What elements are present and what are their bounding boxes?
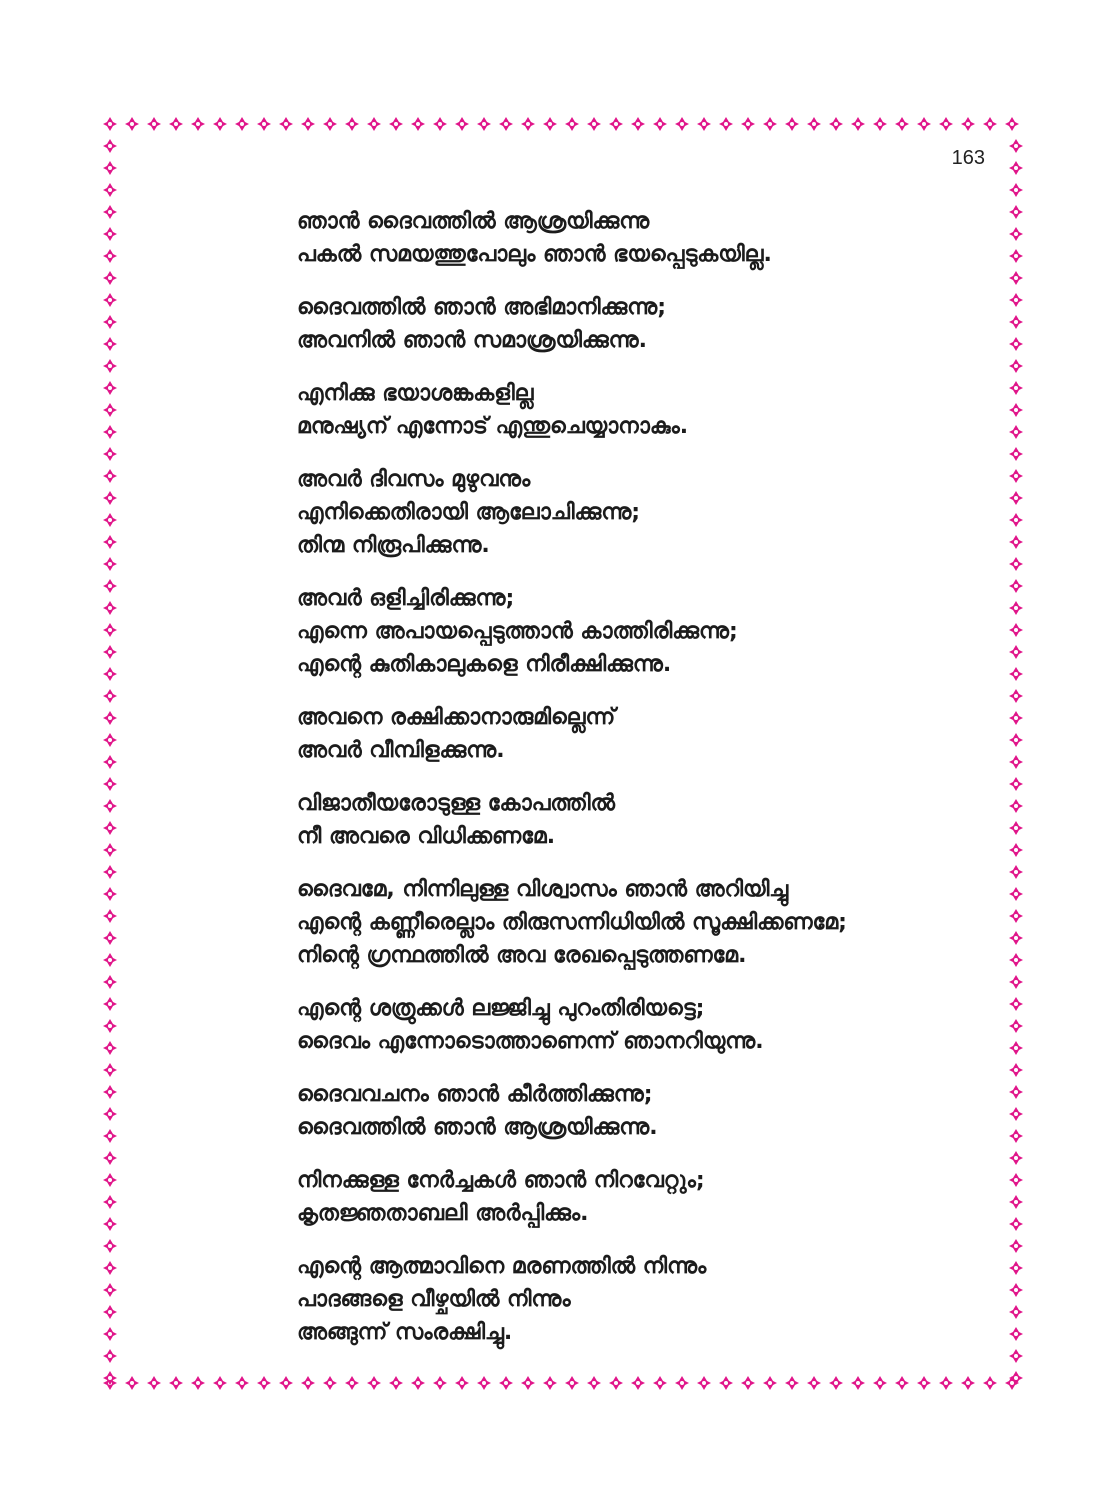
border-flower-center [306,1381,310,1385]
border-flower-center [922,122,926,126]
border-flower-center [438,122,442,126]
border-flower-center [108,936,112,940]
verse-line: നിനക്കുള്ള നേർച്ചകൾ ഞാൻ നിറവേറ്റും; [297,1168,705,1193]
border-flower-center [108,782,112,786]
border-flower-center [108,716,112,720]
border-flower-center [108,430,112,434]
border-flower-center [878,122,882,126]
verse-line: ദൈവമേ, നിന്നിലുള്ള വിശ്വാസം ഞാൻ അറിയിച്ചു [297,877,789,902]
verse-line: അവർ ഒളിച്ചിരിക്കുന്നു; [297,586,515,611]
border-flower-center [108,254,112,258]
border-flower-center [900,1381,904,1385]
border-flower-center [1014,254,1018,258]
border-flower-center [1010,1381,1014,1385]
border-flower-center [108,122,112,126]
border-flower-center [724,122,728,126]
border-flower-center [1014,980,1018,984]
border-flower-center [460,1381,464,1385]
border-flower-center [768,122,772,126]
border-flower-center [108,1244,112,1248]
border-flower-center [1014,958,1018,962]
border-flower-center [1014,1112,1018,1116]
border-flower-center [1014,1024,1018,1028]
border-flower-center [108,1112,112,1116]
border-flower-center [1014,628,1018,632]
verse-line: മനുഷ്യന് എന്നോട് എന്തുചെയ്യാനാകും. [297,414,689,439]
verse-line: പാദങ്ങളെ വീഴ്ചയിൽ നിന്നും [297,1287,571,1312]
border-flower-center [108,870,112,874]
border-flower-center [636,122,640,126]
border-flower-center [680,1381,684,1385]
border-flower-center [834,1381,838,1385]
verse-line: അവനെ രക്ഷിക്കാനാരുമില്ലെന്ന് [297,705,616,730]
border-flower-center [1014,804,1018,808]
verse-line: ദൈവത്തിൽ ഞാൻ ആശ്രയിക്കുന്നു. [297,1115,658,1140]
border-flower-center [108,518,112,522]
border-flower-center [108,738,112,742]
psalm-verses [297,205,997,1369]
border-flower-center [1014,1288,1018,1292]
verse-line: എന്റെ കുതികാലുകളെ നിരീക്ഷിക്കുന്നു. [297,652,672,677]
border-flower-center [1014,232,1018,236]
border-flower-center [108,606,112,610]
border-flower-center [1014,1244,1018,1248]
border-flower-center [108,760,112,764]
border-flower-center [108,166,112,170]
verse-line: നീ അവരെ വിധിക്കണമേ. [297,824,556,849]
border-flower-center [350,122,354,126]
border-flower-center [1014,936,1018,940]
border-flower-center [108,496,112,500]
border-flower-center [1014,1090,1018,1094]
border-flower-center [702,122,706,126]
border-flower-center [1014,1354,1018,1358]
border-flower-center [372,122,376,126]
stanza [297,701,997,767]
border-flower-center [1014,650,1018,654]
border-flower-center [482,1381,486,1385]
border-flower-center [1014,672,1018,676]
border-flower-center [1014,408,1018,412]
border-flower-center [944,1381,948,1385]
border-flower-center [1014,474,1018,478]
border-flower-center [394,122,398,126]
border-flower-center [1014,1376,1018,1380]
stanza [297,1164,997,1230]
border-flower-center [1014,782,1018,786]
border-flower-center [504,122,508,126]
border-flower-center [262,122,266,126]
border-flower-center [108,980,112,984]
border-flower-center [614,1381,618,1385]
verse-line: നിന്റെ ഗ്രന്ഥത്തിൽ അവ രേഖപ്പെടുത്തണമേ. [297,943,747,968]
border-flower-center [108,474,112,478]
border-flower-center [108,1068,112,1072]
border-flower-center [1014,716,1018,720]
border-flower-center [856,122,860,126]
border-flower-center [1014,826,1018,830]
border-flower-center [592,122,596,126]
border-flower-center [1014,1200,1018,1204]
border-flower-center [1014,540,1018,544]
border-flower-center [108,584,112,588]
border-flower-center [130,1381,134,1385]
border-flower-center [768,1381,772,1385]
border-flower-center [108,1222,112,1226]
verse-line: പകൽ സമയത്തുപോലും ഞാൻ ഭയപ്പെടുകയില്ല. [297,242,772,267]
border-flower-center [108,342,112,346]
border-flower-center [1014,1310,1018,1314]
border-flower-center [944,122,948,126]
border-flower-center [1014,166,1018,170]
border-flower-center [196,122,200,126]
border-flower-center [108,672,112,676]
border-flower-center [108,914,112,918]
border-flower-center [240,1381,244,1385]
border-flower-center [680,122,684,126]
border-flower-center [108,892,112,896]
border-flower-center [108,386,112,390]
border-flower-center [1014,342,1018,346]
border-flower-center [1014,1266,1018,1270]
border-flower-center [1014,1156,1018,1160]
border-flower-center [1014,386,1018,390]
border-flower-center [790,122,794,126]
border-flower-center [1014,518,1018,522]
border-flower-center [658,1381,662,1385]
border-flower-center [1014,1178,1018,1182]
border-flower-center [1014,760,1018,764]
border-flower-center [1014,1332,1018,1336]
border-flower-center [108,298,112,302]
border-flower-center [878,1381,882,1385]
border-flower-center [108,1310,112,1314]
border-flower-center [1014,694,1018,698]
border-flower-center [284,1381,288,1385]
border-flower-center [1014,276,1018,280]
border-flower-center [174,122,178,126]
border-flower-center [262,1381,266,1385]
border-flower-center [108,804,112,808]
border-flower-center [350,1381,354,1385]
border-flower-center [526,122,530,126]
border-flower-center [108,1090,112,1094]
border-flower-center [108,408,112,412]
stanza [297,787,997,853]
border-flower-center [1014,870,1018,874]
border-flower-center [108,276,112,280]
border-flower-center [108,210,112,214]
stanza [297,992,997,1058]
border-flower-center [108,320,112,324]
border-flower-center [1014,1046,1018,1050]
border-flower-center [174,1381,178,1385]
border-flower-center [438,1381,442,1385]
border-flower-center [108,144,112,148]
border-flower-center [108,1266,112,1270]
border-flower-center [1014,144,1018,148]
border-flower-center [108,650,112,654]
border-flower-center [108,1024,112,1028]
border-flower-center [306,122,310,126]
border-flower-center [108,1376,112,1380]
border-flower-center [108,1200,112,1204]
border-flower-center [108,188,112,192]
verse-line: എന്റെ കണ്ണീരെല്ലാം തിരുസന്നിധിയിൽ സൂക്ഷിക്കണമേ; [297,910,847,935]
border-flower-center [108,1156,112,1160]
border-flower-center [416,1381,420,1385]
border-flower-center [1014,1068,1018,1072]
border-flower-center [504,1381,508,1385]
border-flower-center [856,1381,860,1385]
border-flower-center [284,122,288,126]
border-flower-center [108,232,112,236]
border-flower-center [108,848,112,852]
border-flower-center [108,1288,112,1292]
border-flower-center [988,122,992,126]
border-flower-center [218,1381,222,1385]
stanza [297,582,997,681]
border-flower-center [108,364,112,368]
border-flower-center [1014,848,1018,852]
border-flower-center [108,562,112,566]
border-flower-center [1014,1134,1018,1138]
border-flower-center [548,1381,552,1385]
border-flower-center [1014,320,1018,324]
border-flower-center [108,1332,112,1336]
border-flower-center [1014,430,1018,434]
border-flower-center [108,1002,112,1006]
stanza [297,1250,997,1349]
border-flower-center [1014,1002,1018,1006]
border-flower-center [614,122,618,126]
border-flower-center [108,540,112,544]
border-flower-center [570,122,574,126]
verse-line: അവർ വീമ്പിളക്കുന്നു. [297,738,505,763]
border-flower-center [152,1381,156,1385]
verse-line: അവനിൽ ഞാൻ സമാശ്രയിക്കുന്നു. [297,328,647,353]
border-flower-center [1014,892,1018,896]
verse-line: എനിക്കു ഭയാശങ്കകളില്ല [297,381,534,406]
stanza [297,291,997,357]
border-flower-center [1014,452,1018,456]
border-flower-center [1014,1222,1018,1226]
border-flower-center [812,122,816,126]
verse-line: തിന്മ നിരൂപിക്കുന്നു. [297,533,490,558]
border-flower-center [702,1381,706,1385]
border-flower-center [1014,210,1018,214]
verse-line: അങ്ങുന്ന് സംരക്ഷിച്ചു. [297,1320,513,1345]
border-flower-center [108,1354,112,1358]
border-flower-center [746,1381,750,1385]
border-flower-center [460,122,464,126]
border-flower-center [1014,606,1018,610]
verse-line: എനിക്കെതിരായി ആലോചിക്കുന്നു; [297,500,641,525]
border-flower-center [1010,122,1014,126]
border-flower-center [966,1381,970,1385]
border-flower-center [1014,364,1018,368]
border-flower-center [1014,496,1018,500]
stanza [297,205,997,271]
border-flower-center [152,122,156,126]
verse-line: വിജാതീയരോടുള്ള കോപത്തിൽ [297,791,615,816]
border-flower-center [570,1381,574,1385]
border-flower-center [900,122,904,126]
border-flower-center [108,958,112,962]
border-flower-center [724,1381,728,1385]
border-flower-center [636,1381,640,1385]
verse-line: കൃതജ്ഞതാബലി അർപ്പിക്കും. [297,1201,589,1226]
border-flower-center [130,122,134,126]
border-flower-center [988,1381,992,1385]
border-flower-center [328,1381,332,1385]
border-flower-center [658,122,662,126]
stanza [297,377,997,443]
verse-line: എന്റെ ശത്രുക്കൾ ലജ്ജിച്ചു പുറംതിരിയട്ടെ; [297,996,705,1021]
border-flower-center [372,1381,376,1385]
border-flower-center [1014,298,1018,302]
border-flower-center [416,122,420,126]
border-flower-center [108,1134,112,1138]
border-flower-center [394,1381,398,1385]
border-flower-center [1014,738,1018,742]
border-flower-center [1014,562,1018,566]
stanza [297,1078,997,1144]
border-flower-center [108,826,112,830]
verse-line: ദൈവം എന്നോടൊത്താണെന്ന് ഞാനറിയുന്നു. [297,1029,764,1054]
border-flower-center [834,122,838,126]
verse-line: അവർ ദിവസം മുഴുവനും [297,467,531,492]
border-flower-center [812,1381,816,1385]
border-flower-center [1014,584,1018,588]
border-flower-center [966,122,970,126]
page-number: 163 [951,147,985,169]
border-flower-center [328,122,332,126]
border-flower-center [108,694,112,698]
border-flower-center [790,1381,794,1385]
border-flower-center [482,122,486,126]
border-flower-center [108,452,112,456]
border-flower-center [108,628,112,632]
verse-line: എന്റെ ആത്മാവിനെ മരണത്തിൽ നിന്നും [297,1254,707,1279]
verse-line: ഞാൻ ദൈവത്തിൽ ആശ്രയിക്കുന്നു [297,209,650,234]
border-flower-center [746,122,750,126]
border-flower-center [1014,914,1018,918]
border-flower-center [240,122,244,126]
border-flower-center [526,1381,530,1385]
border-flower-center [922,1381,926,1385]
stanza [297,463,997,562]
border-flower-center [108,1178,112,1182]
verse-line: എന്നെ അപായപ്പെടുത്താൻ കാത്തിരിക്കുന്നു; [297,619,738,644]
border-flower-center [592,1381,596,1385]
border-flower-center [218,122,222,126]
verse-line: ദൈവത്തിൽ ഞാൻ അഭിമാനിക്കുന്നു; [297,295,667,320]
border-flower-center [196,1381,200,1385]
border-flower-center [108,1046,112,1050]
border-flower-center [1014,188,1018,192]
verse-line: ദൈവവചനം ഞാൻ കീർത്തിക്കുന്നു; [297,1082,653,1107]
stanza [297,873,997,972]
border-flower-center [548,122,552,126]
